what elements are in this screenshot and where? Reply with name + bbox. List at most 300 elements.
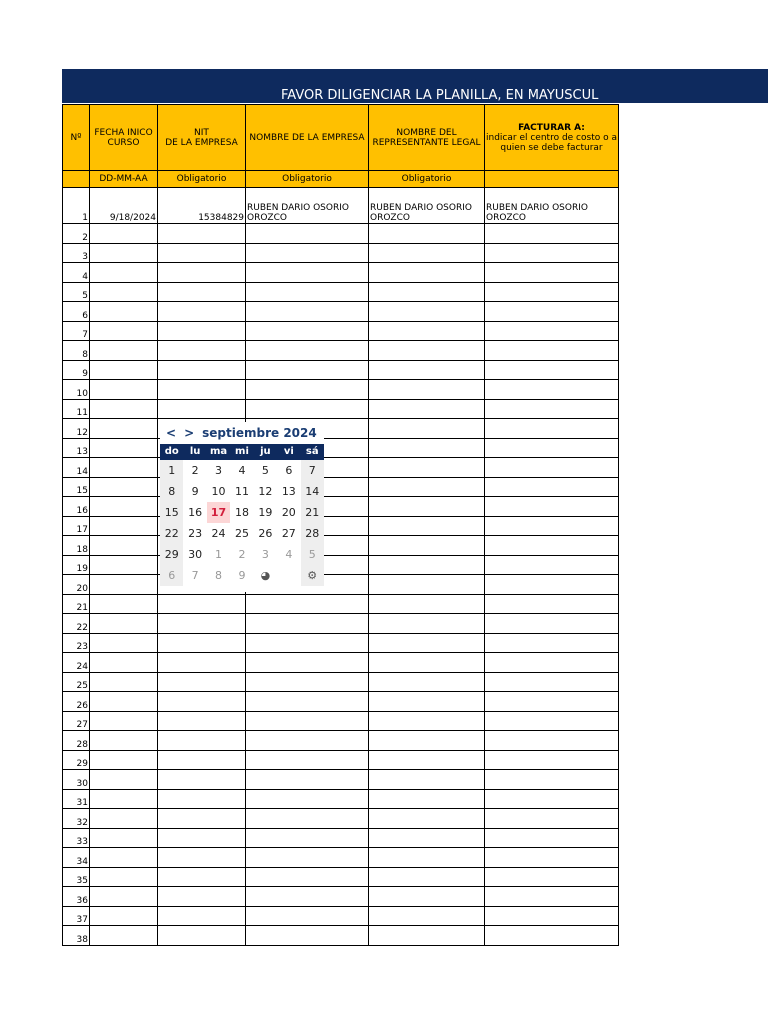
calendar-day[interactable]: 30 xyxy=(188,548,203,561)
cell-representante[interactable] xyxy=(369,555,485,575)
table-row xyxy=(63,926,619,946)
table-row xyxy=(63,906,619,926)
calendar-day[interactable]: 1 xyxy=(160,460,183,481)
cell-representante[interactable] xyxy=(369,380,485,400)
cell-facturar[interactable] xyxy=(485,887,619,907)
banner-title: FAVOR DILIGENCIAR LA PLANILLA, EN MAYUSCUL xyxy=(281,88,599,103)
calendar-day-other-month[interactable]: 4 xyxy=(285,548,293,561)
calendar-day[interactable]: 29 xyxy=(160,544,183,565)
cell-fecha[interactable] xyxy=(90,653,158,673)
cell-representante[interactable] xyxy=(369,692,485,712)
weekday-label: do xyxy=(164,446,179,457)
table-row xyxy=(63,321,619,341)
cell-nit[interactable] xyxy=(158,711,246,731)
cell-fecha[interactable] xyxy=(90,243,158,263)
row-number: 27 xyxy=(63,711,90,731)
cell-facturar[interactable] xyxy=(485,692,619,712)
cell-fecha[interactable] xyxy=(90,477,158,497)
cell-representante[interactable] xyxy=(369,809,485,829)
cell-nit[interactable] xyxy=(158,750,246,770)
cell-facturar[interactable] xyxy=(485,711,619,731)
row-number: 33 xyxy=(63,828,90,848)
cell-representante[interactable] xyxy=(369,887,485,907)
cell-representante[interactable] xyxy=(369,575,485,595)
row-number: 7 xyxy=(63,321,90,341)
cell-empresa[interactable]: RUBEN DARIO OSORIO OROZCO xyxy=(246,188,369,224)
cell-nit[interactable] xyxy=(158,653,246,673)
cell-facturar[interactable] xyxy=(485,419,619,439)
calendar-day-other-month[interactable]: 6 xyxy=(160,565,183,586)
next-month-button[interactable]: > xyxy=(184,426,195,440)
cell-empresa[interactable] xyxy=(246,789,369,809)
cell-facturar[interactable] xyxy=(485,341,619,361)
calendar-day-other-month[interactable]: 9 xyxy=(238,569,246,582)
calendar-day[interactable]: 20 xyxy=(281,506,296,519)
cell-nit[interactable] xyxy=(158,789,246,809)
cell-representante[interactable] xyxy=(369,360,485,380)
cell-nit[interactable] xyxy=(158,906,246,926)
cell-empresa[interactable] xyxy=(246,633,369,653)
cell-facturar[interactable] xyxy=(485,867,619,887)
table-row xyxy=(63,555,619,575)
table-row xyxy=(63,224,619,244)
cell-empresa[interactable] xyxy=(246,887,369,907)
cell-fecha[interactable] xyxy=(90,926,158,946)
cell-facturar[interactable] xyxy=(485,282,619,302)
cell-representante[interactable] xyxy=(369,848,485,868)
cell-empresa[interactable] xyxy=(246,711,369,731)
cell-facturar[interactable] xyxy=(485,243,619,263)
cell-fecha[interactable] xyxy=(90,380,158,400)
cell-fecha[interactable] xyxy=(90,887,158,907)
cell-fecha[interactable] xyxy=(90,692,158,712)
cell-nit[interactable] xyxy=(158,848,246,868)
cell-facturar[interactable] xyxy=(485,614,619,634)
table-row xyxy=(63,731,619,751)
cell-nit[interactable] xyxy=(158,633,246,653)
cell-facturar[interactable] xyxy=(485,672,619,692)
cell-empresa[interactable] xyxy=(246,263,369,283)
cell-representante[interactable] xyxy=(369,477,485,497)
cell-representante[interactable] xyxy=(369,672,485,692)
header-facturar-desc: indicar el centro de costo o a quien se debe facturar xyxy=(486,132,617,153)
cell-fecha[interactable] xyxy=(90,516,158,536)
calendar-day[interactable]: 18 xyxy=(234,506,249,519)
cell-empresa[interactable] xyxy=(246,828,369,848)
cell-empresa[interactable] xyxy=(246,224,369,244)
cell-empresa[interactable] xyxy=(246,380,369,400)
cell-empresa[interactable] xyxy=(246,302,369,322)
table-row xyxy=(63,692,619,712)
table-row xyxy=(63,458,619,478)
cell-nit[interactable] xyxy=(158,809,246,829)
calendar-week xyxy=(160,565,324,586)
cell-facturar[interactable] xyxy=(485,438,619,458)
row-number: 8 xyxy=(63,341,90,361)
calendar-day[interactable]: 26 xyxy=(258,527,273,540)
cell-empresa[interactable] xyxy=(246,770,369,790)
sheet-banner xyxy=(62,69,768,103)
cell-empresa[interactable] xyxy=(246,867,369,887)
table-row xyxy=(63,711,619,731)
cell-nit[interactable] xyxy=(158,341,246,361)
table-row xyxy=(63,188,619,224)
cell-empresa[interactable] xyxy=(246,594,369,614)
calendar-week xyxy=(160,523,324,544)
cell-fecha[interactable] xyxy=(90,906,158,926)
calendar-day-other-month[interactable]: 3 xyxy=(261,548,269,561)
cell-facturar[interactable] xyxy=(485,360,619,380)
cell-representante[interactable] xyxy=(369,263,485,283)
cell-facturar[interactable] xyxy=(485,906,619,926)
calendar-day[interactable]: 5 xyxy=(261,464,269,477)
calendar-day[interactable]: 21 xyxy=(301,502,324,523)
cell-representante[interactable] xyxy=(369,536,485,556)
cell-fecha[interactable] xyxy=(90,419,158,439)
cell-fecha[interactable] xyxy=(90,438,158,458)
cell-facturar[interactable] xyxy=(485,594,619,614)
cell-representante[interactable] xyxy=(369,458,485,478)
date-picker xyxy=(160,422,324,592)
cell-nit[interactable] xyxy=(158,887,246,907)
cell-representante[interactable] xyxy=(369,419,485,439)
cell-facturar[interactable] xyxy=(485,497,619,517)
calendar-day[interactable]: 16 xyxy=(188,506,203,519)
cell-fecha[interactable] xyxy=(90,633,158,653)
table-row xyxy=(63,263,619,283)
weekday-label: ma xyxy=(209,446,228,457)
cell-representante[interactable] xyxy=(369,750,485,770)
calendar-day[interactable]: 28 xyxy=(301,523,324,544)
cell-facturar[interactable] xyxy=(485,575,619,595)
cell-nit[interactable] xyxy=(158,321,246,341)
cell-facturar[interactable] xyxy=(485,477,619,497)
calendar-day[interactable]: 27 xyxy=(281,527,296,540)
cell-facturar[interactable]: RUBEN DARIO OSORIO OROZCO xyxy=(485,188,619,224)
cell-fecha[interactable] xyxy=(90,594,158,614)
calendar-day[interactable]: 10 xyxy=(211,485,226,498)
cell-nit[interactable] xyxy=(158,302,246,322)
cell-fecha[interactable] xyxy=(90,848,158,868)
cell-fecha[interactable] xyxy=(90,458,158,478)
calendar-day[interactable]: 14 xyxy=(301,481,324,502)
header-row xyxy=(63,105,619,171)
cell-facturar[interactable] xyxy=(485,380,619,400)
cell-facturar[interactable] xyxy=(485,399,619,419)
cell-representante[interactable] xyxy=(369,341,485,361)
cell-empresa[interactable] xyxy=(246,906,369,926)
header-num: Nº xyxy=(63,105,90,171)
row-number: 25 xyxy=(63,672,90,692)
cell-representante[interactable] xyxy=(369,711,485,731)
cell-fecha[interactable] xyxy=(90,614,158,634)
calendar-day-other-month[interactable]: 1 xyxy=(215,548,223,561)
cell-facturar[interactable] xyxy=(485,809,619,829)
cell-representante[interactable] xyxy=(369,828,485,848)
cell-facturar[interactable] xyxy=(485,458,619,478)
cell-representante[interactable] xyxy=(369,926,485,946)
cell-nit[interactable] xyxy=(158,224,246,244)
cell-facturar[interactable] xyxy=(485,633,619,653)
weekday-label: vi xyxy=(283,446,294,457)
table-row xyxy=(63,516,619,536)
header-empresa: NOMBRE DE LA EMPRESA xyxy=(246,105,369,171)
cell-fecha[interactable] xyxy=(90,711,158,731)
cell-representante[interactable] xyxy=(369,789,485,809)
cell-facturar[interactable] xyxy=(485,848,619,868)
cell-representante[interactable] xyxy=(369,906,485,926)
calendar-day[interactable]: 11 xyxy=(234,485,249,498)
cell-empresa[interactable] xyxy=(246,809,369,829)
subheader-fecha: DD-MM-AA xyxy=(90,171,158,188)
cell-fecha[interactable] xyxy=(90,399,158,419)
cell-nit[interactable] xyxy=(158,243,246,263)
cell-fecha[interactable] xyxy=(90,750,158,770)
cell-fecha[interactable] xyxy=(90,867,158,887)
row-number: 22 xyxy=(63,614,90,634)
cell-empresa[interactable] xyxy=(246,614,369,634)
subheader-num-cell xyxy=(63,171,90,188)
cell-facturar[interactable] xyxy=(485,828,619,848)
calendar-day-other-month[interactable]: 8 xyxy=(215,569,223,582)
cell-empresa[interactable] xyxy=(246,399,369,419)
calendar-week xyxy=(160,502,324,523)
cell-representante[interactable] xyxy=(369,770,485,790)
cell-fecha[interactable] xyxy=(90,321,158,341)
table-row xyxy=(63,438,619,458)
cell-facturar[interactable] xyxy=(485,263,619,283)
row-number: 17 xyxy=(63,516,90,536)
cell-nit[interactable] xyxy=(158,360,246,380)
row-number: 32 xyxy=(63,809,90,829)
cell-nit[interactable] xyxy=(158,867,246,887)
cell-nit[interactable]: 15384829 xyxy=(158,188,246,224)
cell-fecha[interactable] xyxy=(90,536,158,556)
cell-fecha[interactable] xyxy=(90,575,158,595)
table-row xyxy=(63,653,619,673)
row-number: 13 xyxy=(63,438,90,458)
weekday-label: ju xyxy=(260,446,271,457)
row-number: 16 xyxy=(63,497,90,517)
calendar-day[interactable]: 4 xyxy=(238,464,246,477)
cell-nit[interactable] xyxy=(158,828,246,848)
weekday-label: sá xyxy=(305,446,319,457)
row-number: 14 xyxy=(63,458,90,478)
cell-empresa[interactable] xyxy=(246,926,369,946)
clock-icon[interactable]: ◕ xyxy=(260,569,271,582)
cell-empresa[interactable] xyxy=(246,731,369,751)
spreadsheet-table xyxy=(62,104,619,946)
calendar-week xyxy=(160,460,324,481)
cell-fecha[interactable]: 9/18/2024 xyxy=(90,188,158,224)
cell-empresa[interactable] xyxy=(246,282,369,302)
cell-fecha[interactable] xyxy=(90,555,158,575)
calendar-day[interactable]: 17 xyxy=(207,502,230,523)
calendar-day[interactable]: 24 xyxy=(211,527,226,540)
cell-representante[interactable] xyxy=(369,321,485,341)
cell-representante[interactable]: RUBEN DARIO OSORIO OROZCO xyxy=(369,188,485,224)
row-number: 3 xyxy=(63,243,90,263)
calendar-day-other-month[interactable]: 2 xyxy=(238,548,246,561)
cell-representante[interactable] xyxy=(369,302,485,322)
prev-month-button[interactable]: < xyxy=(166,426,177,440)
table-row xyxy=(63,770,619,790)
row-number: 9 xyxy=(63,360,90,380)
table-row xyxy=(63,633,619,653)
cell-empresa[interactable] xyxy=(246,672,369,692)
calendar-day[interactable]: 19 xyxy=(258,506,273,519)
table-row xyxy=(63,399,619,419)
cell-facturar[interactable] xyxy=(485,555,619,575)
cell-representante[interactable] xyxy=(369,399,485,419)
cell-nit[interactable] xyxy=(158,672,246,692)
cell-representante[interactable] xyxy=(369,516,485,536)
calendar-day[interactable]: 9 xyxy=(191,485,199,498)
calendar-week xyxy=(160,544,324,565)
cell-fecha[interactable] xyxy=(90,263,158,283)
cell-empresa[interactable] xyxy=(246,321,369,341)
cell-facturar[interactable] xyxy=(485,770,619,790)
cell-facturar[interactable] xyxy=(485,731,619,751)
subheader-row xyxy=(63,171,619,188)
row-number: 36 xyxy=(63,887,90,907)
calendar-day[interactable]: 12 xyxy=(258,485,273,498)
row-number: 6 xyxy=(63,302,90,322)
table-row xyxy=(63,594,619,614)
calendar-day[interactable]: 3 xyxy=(215,464,223,477)
row-number: 18 xyxy=(63,536,90,556)
cell-representante[interactable] xyxy=(369,438,485,458)
cell-facturar[interactable] xyxy=(485,789,619,809)
cell-facturar[interactable] xyxy=(485,653,619,673)
calendar-day[interactable]: 15 xyxy=(160,502,183,523)
cell-representante[interactable] xyxy=(369,594,485,614)
cell-fecha[interactable] xyxy=(90,282,158,302)
cell-facturar[interactable] xyxy=(485,750,619,770)
header-fecha: FECHA INICO CURSO xyxy=(90,105,158,171)
cell-nit[interactable] xyxy=(158,731,246,751)
table-row xyxy=(63,848,619,868)
cell-nit[interactable] xyxy=(158,926,246,946)
cell-nit[interactable] xyxy=(158,614,246,634)
cell-facturar[interactable] xyxy=(485,321,619,341)
cell-fecha[interactable] xyxy=(90,497,158,517)
cell-empresa[interactable] xyxy=(246,653,369,673)
weekday-label: lu xyxy=(189,446,201,457)
table-row xyxy=(63,809,619,829)
row-number: 26 xyxy=(63,692,90,712)
row-number: 31 xyxy=(63,789,90,809)
cell-empresa[interactable] xyxy=(246,750,369,770)
table-row xyxy=(63,614,619,634)
cell-empresa[interactable] xyxy=(246,243,369,263)
cell-representante[interactable] xyxy=(369,731,485,751)
calendar-day[interactable]: 8 xyxy=(160,481,183,502)
cell-representante[interactable] xyxy=(369,243,485,263)
table-row xyxy=(63,536,619,556)
table-row xyxy=(63,887,619,907)
calendar-day[interactable]: 13 xyxy=(281,485,296,498)
cell-facturar[interactable] xyxy=(485,302,619,322)
calendar-day[interactable]: 6 xyxy=(285,464,293,477)
row-number: 15 xyxy=(63,477,90,497)
cell-facturar[interactable] xyxy=(485,926,619,946)
cell-fecha[interactable] xyxy=(90,224,158,244)
cell-fecha[interactable] xyxy=(90,341,158,361)
calendar-day[interactable]: 25 xyxy=(234,527,249,540)
gear-icon[interactable]: ⚙ xyxy=(301,565,324,586)
calendar-day[interactable]: 2 xyxy=(191,464,199,477)
cell-fecha[interactable] xyxy=(90,672,158,692)
cell-empresa[interactable] xyxy=(246,848,369,868)
month-label: septiembre 2024 xyxy=(202,426,317,440)
cell-fecha[interactable] xyxy=(90,302,158,322)
cell-fecha[interactable] xyxy=(90,770,158,790)
cell-representante[interactable] xyxy=(369,633,485,653)
cell-representante[interactable] xyxy=(369,614,485,634)
table-row xyxy=(63,380,619,400)
cell-fecha[interactable] xyxy=(90,828,158,848)
cell-nit[interactable] xyxy=(158,770,246,790)
cell-nit[interactable] xyxy=(158,692,246,712)
cell-facturar[interactable] xyxy=(485,224,619,244)
cell-empresa[interactable] xyxy=(246,341,369,361)
cell-facturar[interactable] xyxy=(485,536,619,556)
cell-nit[interactable] xyxy=(158,380,246,400)
cell-fecha[interactable] xyxy=(90,789,158,809)
calendar-day[interactable]: 7 xyxy=(301,460,324,481)
cell-representante[interactable] xyxy=(369,867,485,887)
calendar-day[interactable]: 22 xyxy=(160,523,183,544)
header-facturar xyxy=(485,105,619,171)
cell-nit[interactable] xyxy=(158,282,246,302)
calendar-day[interactable]: 23 xyxy=(188,527,203,540)
weekday-label: mi xyxy=(235,446,249,457)
cell-representante[interactable] xyxy=(369,224,485,244)
row-number: 20 xyxy=(63,575,90,595)
subheader-nit: Obligatorio xyxy=(158,171,246,188)
calendar-day-other-month[interactable]: 7 xyxy=(191,569,199,582)
cell-representante[interactable] xyxy=(369,497,485,517)
cell-nit[interactable] xyxy=(158,399,246,419)
cell-fecha[interactable] xyxy=(90,731,158,751)
cell-empresa[interactable] xyxy=(246,360,369,380)
cell-representante[interactable] xyxy=(369,653,485,673)
row-number: 28 xyxy=(63,731,90,751)
date-picker-header xyxy=(160,422,324,444)
calendar-grid xyxy=(160,460,324,586)
row-number: 34 xyxy=(63,848,90,868)
row-number: 38 xyxy=(63,926,90,946)
subheader-representante: Obligatorio xyxy=(369,171,485,188)
table-row xyxy=(63,672,619,692)
row-number: 23 xyxy=(63,633,90,653)
cell-facturar[interactable] xyxy=(485,516,619,536)
table-row xyxy=(63,867,619,887)
subheader-empresa: Obligatorio xyxy=(246,171,369,188)
cell-representante[interactable] xyxy=(369,282,485,302)
calendar-day-other-month[interactable]: 5 xyxy=(301,544,324,565)
row-number: 11 xyxy=(63,399,90,419)
cell-nit[interactable] xyxy=(158,263,246,283)
cell-empresa[interactable] xyxy=(246,692,369,712)
cell-nit[interactable] xyxy=(158,594,246,614)
cell-fecha[interactable] xyxy=(90,809,158,829)
cell-fecha[interactable] xyxy=(90,360,158,380)
table-row xyxy=(63,789,619,809)
row-number: 30 xyxy=(63,770,90,790)
row-number: 5 xyxy=(63,282,90,302)
